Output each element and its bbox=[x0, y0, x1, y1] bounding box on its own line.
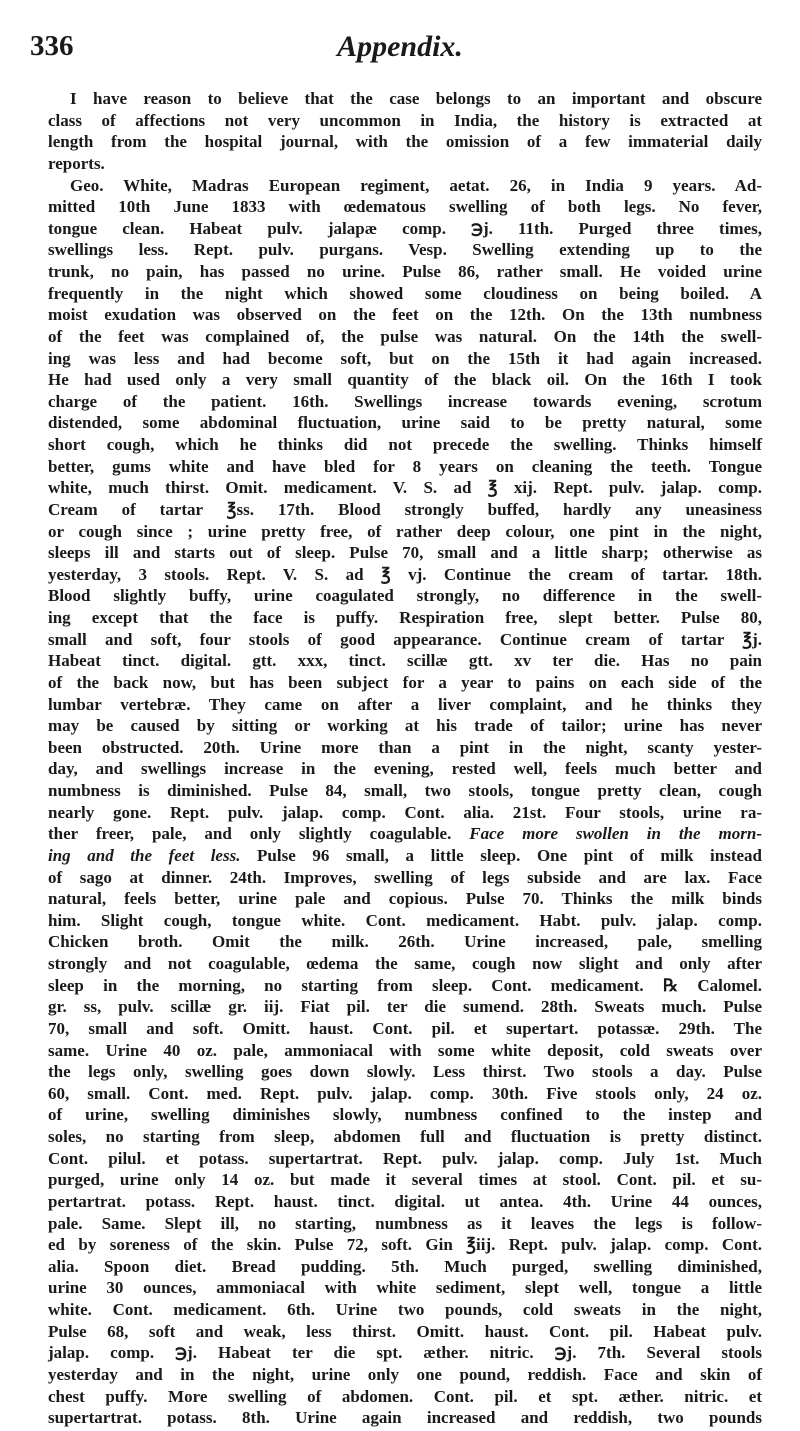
text-segment: white, much thirst. Omit. medicament. V. S. ad ℥ xij. Rept. pulv. jalap. comp. bbox=[48, 478, 762, 498]
text-segment: chest puffy. More swelling of abdomen. Cont. pil. et spt. æther. nitric. et bbox=[48, 1386, 762, 1406]
text-segment: pertartrat. potass. Rept. haust. tinct. digital. ut antea. 4th. Urine 44 ounces, bbox=[48, 1191, 762, 1211]
text-line bbox=[48, 1104, 762, 1126]
text-segment: charge of the patient. 16th. Swellings increase towards evening, scrotum bbox=[48, 391, 762, 411]
text-line bbox=[48, 348, 762, 370]
text-line bbox=[48, 867, 762, 889]
text-line bbox=[48, 434, 762, 456]
italic-text: ing and the feet less. bbox=[48, 845, 241, 865]
text-line bbox=[48, 737, 762, 759]
text-segment: purged, urine only 14 oz. but made it several times at stool. Cont. pil. et su- bbox=[48, 1170, 762, 1190]
text-line bbox=[48, 607, 762, 629]
text-segment: frequently in the night which showed some cloudiness on being boiled. A bbox=[48, 283, 762, 303]
text-segment: day, and swellings increase in the evening, rested well, feels much better and bbox=[48, 759, 762, 779]
text-line bbox=[48, 1213, 762, 1235]
text-segment: alia. Spoon diet. Bread pudding. 5th. Much purged, swelling diminished, bbox=[48, 1256, 762, 1276]
text-line bbox=[48, 239, 762, 261]
text-line bbox=[48, 283, 762, 305]
text-segment: numbness is diminished. Pulse 84, small, two stools, tongue pretty clean, cough bbox=[48, 781, 762, 800]
text-segment: moist exudation was observed on the feet on the 12th. On the 13th numbness bbox=[48, 305, 762, 325]
text-line bbox=[48, 953, 762, 975]
text-segment: same. Urine 40 oz. pale, ammoniacal with some white deposit, cold sweats over bbox=[48, 1040, 762, 1060]
text-line bbox=[48, 823, 762, 845]
text-segment: been obstructed. 20th. Urine more than a pint in the night, scanty yester- bbox=[48, 737, 762, 757]
text-segment: yesterday, 3 stools. Rept. V. S. ad ℥ vj. Continue the cream of tartar. 18th. bbox=[48, 564, 762, 584]
text-line bbox=[48, 888, 762, 910]
text-line bbox=[48, 391, 762, 413]
text-line bbox=[48, 910, 762, 932]
text-segment: Pulse 68, soft and weak, less thirst. Omitt. haust. Cont. pil. Habeat pulv. bbox=[48, 1321, 762, 1341]
text-segment: Chicken broth. Omit the milk. 26th. Urine increased, pale, smelling bbox=[48, 932, 762, 952]
text-line bbox=[48, 1018, 762, 1040]
text-segment: Pulse 96 small, a little sleep. One pint of milk instead bbox=[240, 845, 763, 865]
text-line bbox=[48, 715, 762, 737]
text-segment: short cough, which he thinks did not precede the swelling. Thinks himself bbox=[48, 435, 762, 454]
text-line bbox=[48, 1342, 762, 1364]
text-segment: tongue clean. Habeat pulv. jalapæ comp. ℈j. 11th. Purged three times, bbox=[48, 218, 762, 238]
text-line bbox=[48, 1364, 762, 1386]
text-segment: Geo. White, Madras European regiment, aetat. 26, in India 9 years. Ad- bbox=[70, 175, 762, 195]
text-line bbox=[48, 1386, 762, 1408]
text-line bbox=[48, 780, 762, 802]
running-title: Appendix. bbox=[337, 30, 463, 63]
text-line bbox=[48, 521, 762, 543]
text-line bbox=[48, 1321, 762, 1343]
text-segment: nearly gone. Rept. pulv. jalap. comp. Cont. alia. 21st. Four stools, urine ra- bbox=[48, 802, 762, 822]
text-line bbox=[48, 931, 762, 953]
page-number: 336 bbox=[30, 30, 74, 62]
text-segment: of sago at dinner. 24th. Improves, swelling of legs subside and are lax. Face bbox=[48, 867, 762, 887]
text-line bbox=[48, 1083, 762, 1105]
text-line bbox=[48, 412, 762, 434]
text-line bbox=[48, 88, 762, 110]
text-segment: I have reason to believe that the case belongs to an important and obscure bbox=[70, 89, 762, 108]
text-segment: ther freer, pale, and only slightly coagulable. bbox=[48, 824, 470, 844]
text-segment: Cont. pilul. et potass. supertartrat. Rept. pulv. jalap. comp. July 1st. Much bbox=[48, 1148, 762, 1168]
text-segment: urine 30 ounces, ammoniacal with white sediment, slept well, tongue a little bbox=[48, 1278, 762, 1298]
text-segment: ing except that the face is puffy. Respiration free, slept better. Pulse 80, bbox=[48, 608, 762, 627]
text-segment: better, gums white and have bled for 8 years on cleaning the teeth. Tongue bbox=[48, 456, 762, 476]
text-line bbox=[48, 1040, 762, 1062]
text-segment: pale. Same. Slept ill, no starting, numbness as it leaves the legs is follow- bbox=[48, 1213, 762, 1233]
text-segment: supertartrat. potass. 8th. Urine again increased and reddish, two pounds bbox=[48, 1408, 762, 1428]
text-segment: sleeps ill and starts out of sleep. Pulse 70, small and a little sharp; otherwise as bbox=[48, 543, 762, 563]
text-line bbox=[48, 196, 762, 218]
text-segment: Habeat tinct. digital. gtt. xxx, tinct. scillæ gtt. xv ter die. Has no pain bbox=[48, 651, 762, 671]
text-segment: of the back now, but has been subject for a year to pains on each side of the bbox=[48, 672, 762, 692]
text-line bbox=[48, 802, 762, 824]
text-segment: jalap. comp. ℈j. Habeat ter die spt. æther. nitric. ℈j. 7th. Several stools bbox=[48, 1343, 762, 1363]
text-segment: length from the hospital journal, with the omission of a few immaterial daily bbox=[48, 132, 762, 152]
text-segment: swellings less. Rept. pulv. purgans. Vesp. Swelling extending up to the bbox=[48, 240, 762, 260]
text-segment: 60, small. Cont. med. Rept. pulv. jalap. comp. 30th. Five stools only, 24 oz. bbox=[48, 1083, 762, 1103]
text-line bbox=[48, 477, 762, 499]
text-line bbox=[48, 845, 762, 867]
text-line bbox=[48, 153, 762, 175]
text-line bbox=[48, 175, 762, 197]
text-segment: the legs only, swelling goes down slowly. Less thirst. Two stools a day. Pulse bbox=[48, 1062, 762, 1082]
text-line bbox=[48, 975, 762, 997]
text-line bbox=[48, 672, 762, 694]
text-segment: white. Cont. medicament. 6th. Urine two pounds, cold sweats in the night, bbox=[48, 1300, 762, 1319]
text-line bbox=[48, 456, 762, 478]
page-header bbox=[0, 30, 800, 70]
text-segment: trunk, no pain, has passed no urine. Pulse 86, rather small. He voided urine bbox=[48, 262, 762, 281]
text-segment: of the feet was complained of, the pulse was natural. On the 14th the swell- bbox=[48, 326, 762, 346]
text-line bbox=[48, 694, 762, 716]
body-text bbox=[48, 88, 762, 1429]
text-line bbox=[48, 542, 762, 564]
text-segment: may be caused by sitting or working at his trade of tailor; urine has never bbox=[48, 716, 762, 736]
text-segment: lumbar vertebræ. They came on after a liver complaint, and he thinks they bbox=[48, 694, 762, 714]
text-line bbox=[48, 304, 762, 326]
text-line bbox=[48, 650, 762, 672]
text-segment: class of affections not very uncommon in India, the history is extracted at bbox=[48, 110, 762, 130]
text-segment: him. Slight cough, tongue white. Cont. medicament. Habt. pulv. jalap. comp. bbox=[48, 910, 762, 930]
text-line bbox=[48, 1148, 762, 1170]
text-segment: Cream of tartar ℥ss. 17th. Blood strongly buffed, hardly any uneasiness bbox=[48, 499, 762, 519]
text-segment: reports. bbox=[48, 153, 105, 173]
text-segment: or cough since ; urine pretty free, of rather deep colour, one pint in the night, bbox=[48, 521, 762, 541]
text-line bbox=[48, 1191, 762, 1213]
text-line bbox=[48, 261, 762, 283]
text-segment: yesterday and in the night, urine only one pound, reddish. Face and skin of bbox=[48, 1364, 762, 1384]
text-segment: 70, small and soft. Omitt. haust. Cont. pil. et supertart. potassæ. 29th. The bbox=[48, 1018, 762, 1038]
text-line bbox=[48, 110, 762, 132]
text-line bbox=[48, 218, 762, 240]
text-segment: mitted 10th June 1833 with œdematous swelling of both legs. No fever, bbox=[48, 197, 762, 217]
text-line bbox=[48, 629, 762, 651]
text-segment: strongly and not coagulable, œdema the same, cough now slight and only after bbox=[48, 954, 762, 973]
text-line bbox=[48, 1169, 762, 1191]
text-segment: soles, no starting from sleep, abdomen full and fluctuation is pretty distinct. bbox=[48, 1127, 762, 1146]
text-segment: sleep in the morning, no starting from sleep. Cont. medicament. ℞ Calomel. bbox=[48, 975, 762, 995]
text-segment: ing was less and had become soft, but on the 15th it had again increased. bbox=[48, 348, 762, 368]
text-line bbox=[48, 326, 762, 348]
text-line bbox=[48, 499, 762, 521]
text-line bbox=[48, 585, 762, 607]
text-line bbox=[48, 369, 762, 391]
italic-text: Face more swollen in the morn- bbox=[469, 824, 762, 844]
text-segment: of urine, swelling diminishes slowly, numbness confined to the instep and bbox=[48, 1105, 762, 1125]
text-line bbox=[48, 1256, 762, 1278]
text-line bbox=[48, 1234, 762, 1256]
text-segment: ed by soreness of the skin. Pulse 72, soft. Gin ℥iij. Rept. pulv. jalap. comp. Cont. bbox=[48, 1235, 762, 1255]
text-line bbox=[48, 1299, 762, 1321]
text-line bbox=[48, 131, 762, 153]
text-segment: small and soft, four stools of good appearance. Continue cream of tartar ℥j. bbox=[48, 629, 762, 649]
text-line bbox=[48, 1126, 762, 1148]
text-segment: He had used only a very small quantity of the black oil. On the 16th I took bbox=[48, 370, 762, 390]
text-line bbox=[48, 758, 762, 780]
text-line bbox=[48, 996, 762, 1018]
text-segment: Blood slightly buffy, urine coagulated strongly, no difference in the swell- bbox=[48, 586, 762, 606]
text-segment: natural, feels better, urine pale and copious. Pulse 70. Thinks the milk binds bbox=[48, 889, 762, 909]
text-line bbox=[48, 1407, 762, 1429]
text-line bbox=[48, 1277, 762, 1299]
text-segment: distended, some abdominal fluctuation, urine said to be pretty natural, some bbox=[48, 413, 762, 433]
text-segment: gr. ss, pulv. scillæ gr. iij. Fiat pil. ter die sumend. 28th. Sweats much. Pulse bbox=[48, 997, 762, 1017]
text-line bbox=[48, 1061, 762, 1083]
text-line bbox=[48, 564, 762, 586]
